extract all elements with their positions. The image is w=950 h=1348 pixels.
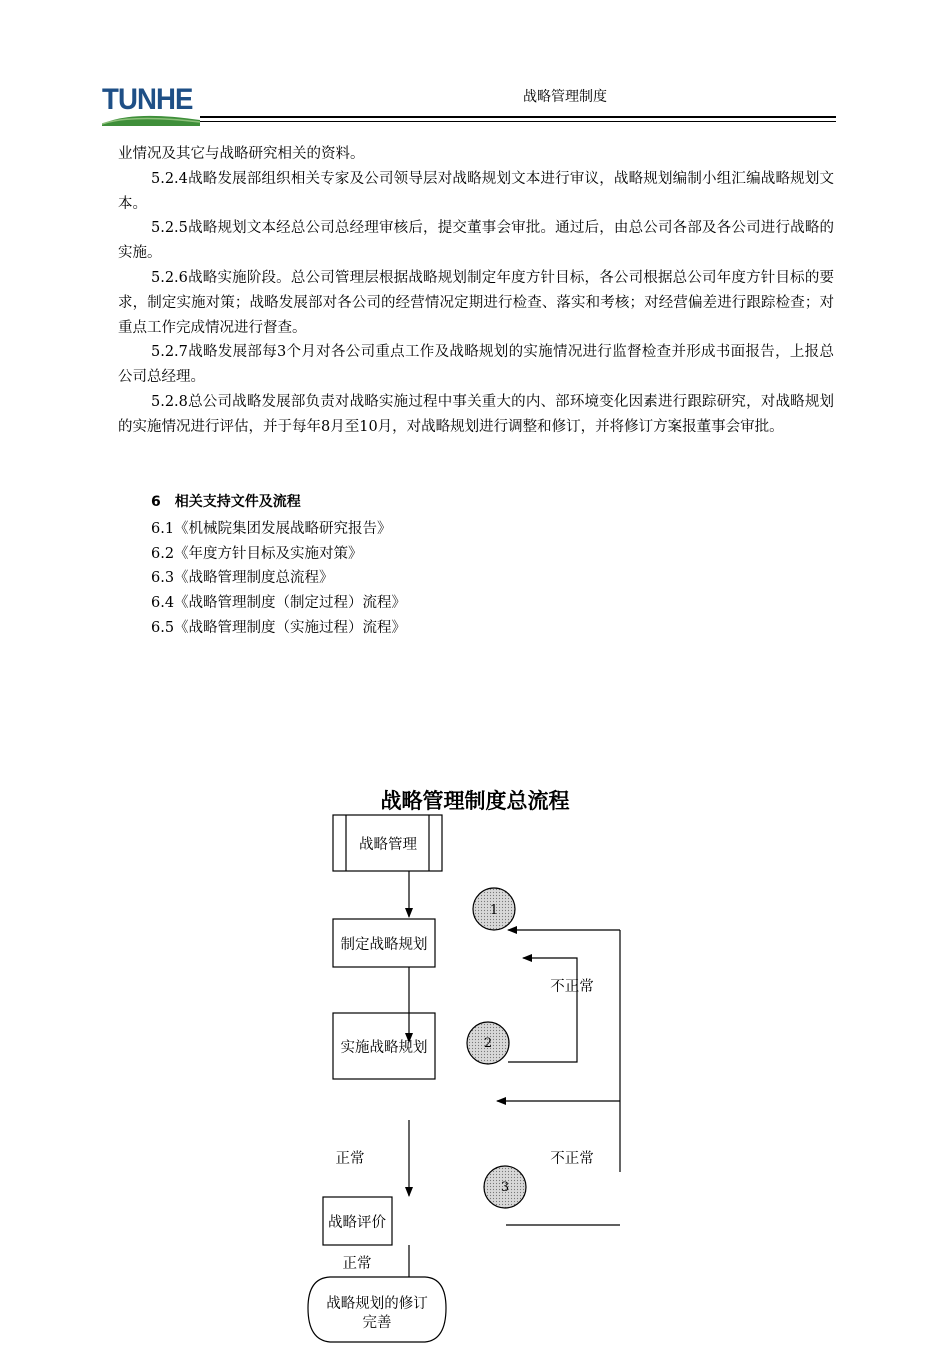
list-item: 6.3《战略管理制度总流程》 <box>151 570 334 587</box>
logo-hill-icon <box>102 110 202 126</box>
paragraph: 5.2.4战略发展部组织相关专家及公司领导层对战略规划文本进行审议，战略规划编制小组汇编战略规划文本。 <box>118 170 834 212</box>
loop-abnormal-inner <box>508 958 577 1062</box>
box-revise <box>308 1277 446 1342</box>
header-title: 战略管理制度 <box>523 89 607 105</box>
flowchart-title: 战略管理制度总流程 <box>380 788 570 813</box>
company-logo <box>102 84 202 128</box>
paragraph: 5.2.8总公司战略发展部负责对战略实施过程中事关重大的内、部环境变化因素进行跟踪研究，对战略规划的实施情况进行评估，并于每年8月至10月，对战略规划进行调整和修订，并将修订方案报董事会审批。 <box>118 393 834 435</box>
label-normal-1: 正常 <box>335 1151 365 1167</box>
box-evaluate <box>323 1197 392 1245</box>
label-abnormal-2: 不正常 <box>550 1151 594 1167</box>
box-revise-label-2: 完善 <box>362 1315 392 1331</box>
flowchart-svg <box>0 770 950 1344</box>
box-evaluate-label: 战略评价 <box>328 1215 386 1231</box>
list-item: 6.1《机械院集团发展战略研究报告》 <box>151 520 392 537</box>
paragraph: 5.2.6战略实施阶段。总公司管理层根据战略规划制定年度方针目标，各公司根据总公司年度方针目标的要求，制定实施对策；战略发展部对各公司的经营情况定期进行检查、落实和考核；对经营偏差进行跟踪检查；对重点工作完成情况进行督查。 <box>118 269 834 336</box>
body-text <box>118 142 834 440</box>
label-normal-2: 正常 <box>342 1256 372 1272</box>
list-item: 6.5《战略管理制度（实施过程）流程》 <box>151 619 407 636</box>
connector-3 <box>484 1166 526 1208</box>
paragraph: 5.2.7战略发展部每3个月对各公司重点工作及战略规划的实施情况进行监督检查并形成书面报告，上报总公司总经理。 <box>118 344 834 386</box>
box-formulate <box>333 919 435 967</box>
box-formulate-label: 制定战略规划 <box>340 937 428 953</box>
box-revise-label-1: 战略规划的修订 <box>326 1296 428 1312</box>
connector-2 <box>467 1022 509 1064</box>
section-6 <box>151 490 406 641</box>
section-title: 6 相关支持文件及流程 <box>151 494 301 510</box>
paragraph: 5.2.5战略规划文本经总公司总经理审核后，提交董事会审批。通过后，由总公司各部及各公司进行战略的实施。 <box>118 220 834 262</box>
box-implement-label: 实施战略规划 <box>340 1040 428 1056</box>
paragraph: 业情况及其它与战略研究相关的资料。 <box>118 146 365 162</box>
header-rule-thin <box>200 121 836 122</box>
box-management <box>333 815 442 871</box>
label-abnormal-1: 不正常 <box>550 979 594 995</box>
box-management-label: 战略管理 <box>359 837 417 853</box>
flowchart <box>0 770 950 1344</box>
connector-3-label: 3 <box>500 1180 510 1195</box>
list-item: 6.2《年度方针目标及实施对策》 <box>151 545 363 562</box>
logo-text: TUNHE <box>102 83 193 116</box>
connector-2-label: 2 <box>483 1036 493 1051</box>
header-rule <box>200 116 836 118</box>
box-implement <box>333 1013 435 1079</box>
connector-1-label: 1 <box>489 903 499 918</box>
list-item: 6.4《战略管理制度（制定过程）流程》 <box>151 595 407 612</box>
connector-1 <box>473 888 515 930</box>
